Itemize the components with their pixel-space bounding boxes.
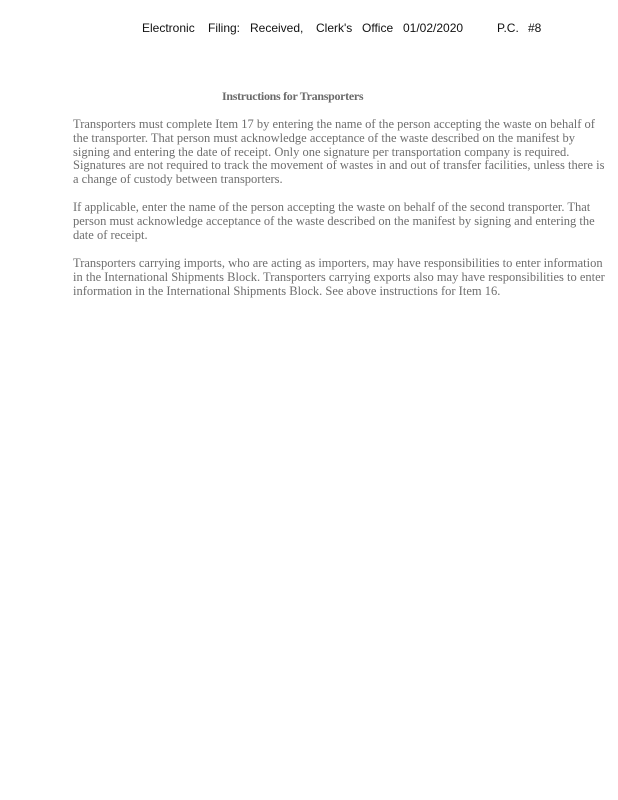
paragraph-item-17	[73, 118, 605, 187]
filing-header	[0, 21, 618, 37]
paragraph-second-transporter	[73, 201, 605, 242]
header-filing: Filing:	[208, 21, 241, 35]
header-received: Received,	[250, 21, 304, 35]
paragraph-text: Transporters carrying imports, who are acting as importers, may have responsibilities to enter information in the International Shipments Block. Transporters carrying exports also may have responsibilities to enter information in the International Shipments Block. See above instructions for Item 16.	[73, 256, 605, 298]
header-electronic: Electronic	[142, 21, 195, 35]
header-clerks: Clerk's	[316, 21, 353, 35]
header-pc: P.C.	[497, 21, 519, 35]
paragraph-imports-exports	[73, 257, 605, 298]
header-number: #8	[528, 21, 542, 35]
header-date: 01/02/2020	[403, 21, 464, 35]
paragraph-text: Transporters must complete Item 17 by entering the name of the person accepting the waste on behalf of the transporter. That person must acknowledge acceptance of the waste described on the manifest by signing and entering the date of receipt. Only one signature per transportation company is required. Signatures are not required to track the movement of wastes in and out of transfer facilities, unless there is a change of custody between transporters.	[73, 117, 605, 187]
paragraph-text: If applicable, enter the name of the person accepting the waste on behalf of the second transporter. That person must acknowledge acceptance of the waste described on the manifest by signing and entering the date of receipt.	[73, 200, 595, 242]
section-title: Instructions for Transporters	[222, 89, 364, 103]
header-office: Office	[362, 21, 394, 35]
